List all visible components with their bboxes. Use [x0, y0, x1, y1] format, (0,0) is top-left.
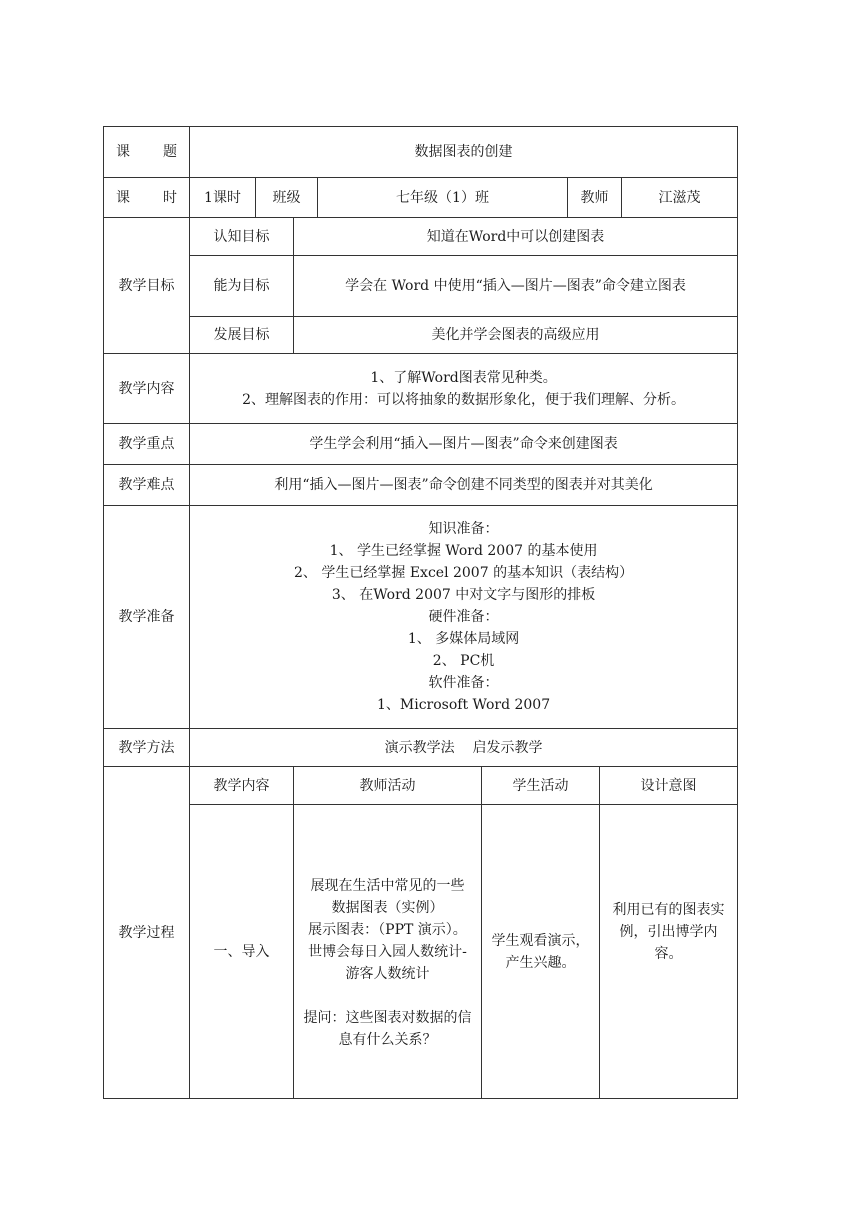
preparation-line: 知识准备： — [428, 521, 499, 537]
teacher-line: 展示图表：（PPT 演示）。 — [308, 921, 467, 938]
difficulty-text: 利用“插入—图片—图表”命令创建不同类型的图表并对其美化 — [190, 465, 738, 506]
key-point-label: 教学重点 — [104, 424, 190, 465]
class-label: 班级 — [256, 178, 318, 218]
objectives-label: 教学目标 — [104, 218, 190, 354]
teacher-line: 游客人数统计 — [345, 965, 430, 982]
teacher-line: 数据图表（实例） — [331, 899, 444, 916]
preparation-line: 3、 在Word 2007 中对文字与图形的排板 — [331, 587, 596, 603]
student-line: 产生兴趣。 — [505, 954, 576, 971]
content-line: 2、理解图表的作用：可以将抽象的数据形象化，便于我们理解、分析。 — [242, 391, 685, 408]
method-label: 教学方法 — [104, 729, 190, 767]
preparation-text — [190, 506, 738, 729]
teacher-value: 江滋茂 — [622, 178, 738, 218]
objective-name: 能为目标 — [190, 256, 294, 317]
teacher-line — [302, 985, 473, 1007]
process-label: 教学过程 — [104, 767, 190, 1099]
objective-text: 学会在 Word 中使用“插入—图片—图表”命令建立图表 — [294, 256, 738, 317]
objective-text: 美化并学会图表的高级应用 — [294, 317, 738, 354]
preparation-row — [104, 506, 738, 729]
teacher-line: 世博会每日入园人数统计- — [308, 943, 467, 960]
preparation-line: 2、 学生已经掌握 Excel 2007 的基本知识（表结构） — [294, 565, 634, 581]
key-point-text: 学生学会利用“插入—图片—图表”命令来创建图表 — [190, 424, 738, 465]
objective-name: 发展目标 — [190, 317, 294, 354]
student-line: 学生观看演示， — [491, 932, 590, 949]
intent-line: 例，引出博学内容。 — [619, 923, 718, 962]
preparation-line: 2、 PC机 — [432, 653, 495, 669]
period-row — [104, 178, 738, 218]
process-student-activity — [482, 805, 600, 1099]
content-row — [104, 354, 738, 424]
key-point-row — [104, 424, 738, 465]
intent-line: 利用已有的图表实 — [612, 901, 725, 918]
period-value: 1课时 — [190, 178, 256, 218]
content-label: 教学内容 — [104, 354, 190, 424]
teacher-line: 展现在生活中常见的一些 — [310, 877, 465, 894]
content-text — [190, 354, 738, 424]
preparation-line: 硬件准备： — [428, 609, 499, 625]
process-header: 学生活动 — [482, 767, 600, 805]
process-teacher-activity — [294, 805, 482, 1099]
preparation-label: 教学准备 — [104, 506, 190, 729]
difficulty-row — [104, 465, 738, 506]
process-header-row — [104, 767, 738, 805]
objective-row — [104, 317, 738, 354]
topic-row — [104, 127, 738, 178]
process-header: 设计意图 — [600, 767, 738, 805]
preparation-line: 1、 学生已经掌握 Word 2007 的基本使用 — [329, 543, 598, 559]
process-header: 教学内容 — [190, 767, 294, 805]
objective-name: 认知目标 — [190, 218, 294, 256]
objective-row — [104, 256, 738, 317]
process-content: 一、导入 — [190, 805, 294, 1099]
content-line: 1、了解Word图表常见种类。 — [370, 369, 557, 386]
preparation-line: 软件准备： — [428, 675, 499, 691]
preparation-line: 1、 多媒体局域网 — [407, 631, 520, 647]
method-row — [104, 729, 738, 767]
objective-row — [104, 218, 738, 256]
difficulty-label: 教学难点 — [104, 465, 190, 506]
teacher-label: 教师 — [568, 178, 622, 218]
method-text: 演示教学法 启发示教学 — [190, 729, 738, 767]
preparation-line: 1、Microsoft Word 2007 — [376, 697, 551, 713]
topic-value: 数据图表的创建 — [190, 127, 738, 178]
teacher-line: 提问：这些图表对数据的信 — [303, 1009, 472, 1026]
process-design-intent — [600, 805, 738, 1099]
objective-text: 知道在Word中可以创建图表 — [294, 218, 738, 256]
class-value: 七年级（1）班 — [318, 178, 568, 218]
topic-label: 课 题 — [104, 127, 190, 178]
lesson-plan-table — [103, 126, 738, 1099]
teacher-line: 息有什么关系？ — [338, 1031, 437, 1048]
process-header: 教师活动 — [294, 767, 482, 805]
period-label: 课 时 — [104, 178, 190, 218]
process-row — [104, 805, 738, 1099]
